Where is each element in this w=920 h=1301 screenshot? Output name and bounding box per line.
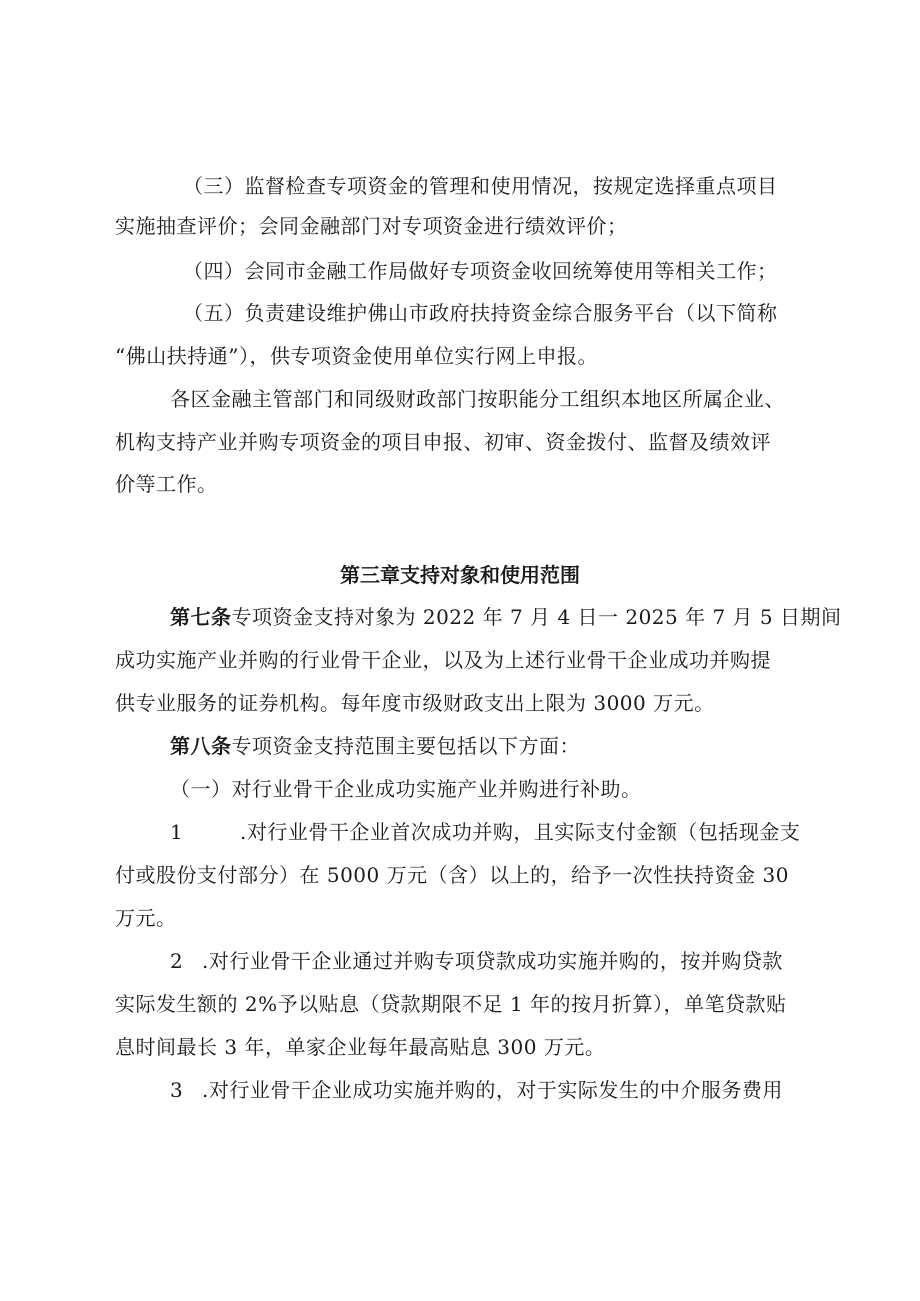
article-7-line-3: 供专业服务的证券机构。每年度市级财政支出上限为 3000 万元。 [115,691,715,715]
paragraph-6-line-1: 各区金融主管部门和同级财政部门按职能分工组织本地区所属企业、 [170,387,785,411]
item-1-text: .对行业骨干企业首次成功并购，且实际支付金额（包括现金支 [240,820,801,844]
article-7-text: 专项资金支持对象为 2022 年 7 月 4 日一 2025 年 7 月 5 日期间 [231,605,842,629]
item-2-line-2: 实际发生额的 2%予以贴息（贷款期限不足 1 年的按月折算），单笔贷款贴 [115,992,787,1016]
paragraph-5-line-2: “佛山扶持通”），供专项资金使用单位实行网上申报。 [115,344,598,368]
article-7-line-2: 成功实施产业并购的行业骨干企业，以及为上述行业骨干企业成功并购提 [115,648,771,672]
article-8-line-1 [170,731,580,761]
item-1-number: 1 [170,820,184,844]
paragraph-3-line-2: 实施抽查评价；会同金融部门对专项资金进行绩效评价； [115,214,628,238]
paragraph-5-line-1: （五）负责建设维护佛山市政府扶持资金综合服务平台（以下简称 [183,301,778,325]
item-2-text: .对行业骨干企业通过并购专项贷款成功实施并购的，按并购贷款 [202,949,783,973]
paragraph-6-line-2: 机构支持产业并购专项资金的项目申报、初审、资金拨付、监督及绩效评 [115,430,771,454]
item-2-line-3: 息时间最长 3 年，单家企业每年最高贴息 300 万元。 [115,1035,606,1059]
paragraph-4-line-1: （四）会同市金融工作局做好专项资金收回统筹使用等相关工作； [183,259,778,283]
paragraph-3-line-1: （三）监督检查专项资金的管理和使用情况，按规定选择重点项目 [183,174,778,198]
item-1-line-3: 万元。 [115,906,177,930]
item-3-number: 3 [170,1078,184,1102]
paragraph-6-line-3: 价等工作。 [115,472,218,496]
article-7-line-1 [170,602,841,632]
item-2-number: 2 [170,949,184,973]
item-2-line-1 [170,946,783,976]
item-3-text: .对行业骨干企业成功实施并购的，对于实际发生的中介服务费用 [202,1078,783,1102]
item-1-line-2: 付或股份支付部分）在 5000 万元（含）以上的，给予一次性扶持资金 30 [115,863,789,887]
article-7-label: 第七条 [170,605,232,629]
chapter-heading: 第三章支持对象和使用范围 [340,563,580,587]
item-1-line-1 [170,817,800,847]
item-3-line-1 [170,1075,783,1105]
article-8-subsection-1: （一）对行业骨干企业成功实施产业并购进行补助。 [170,777,642,801]
article-8-text: 专项资金支持范围主要包括以下方面： [231,734,580,758]
article-8-label: 第八条 [170,734,232,758]
